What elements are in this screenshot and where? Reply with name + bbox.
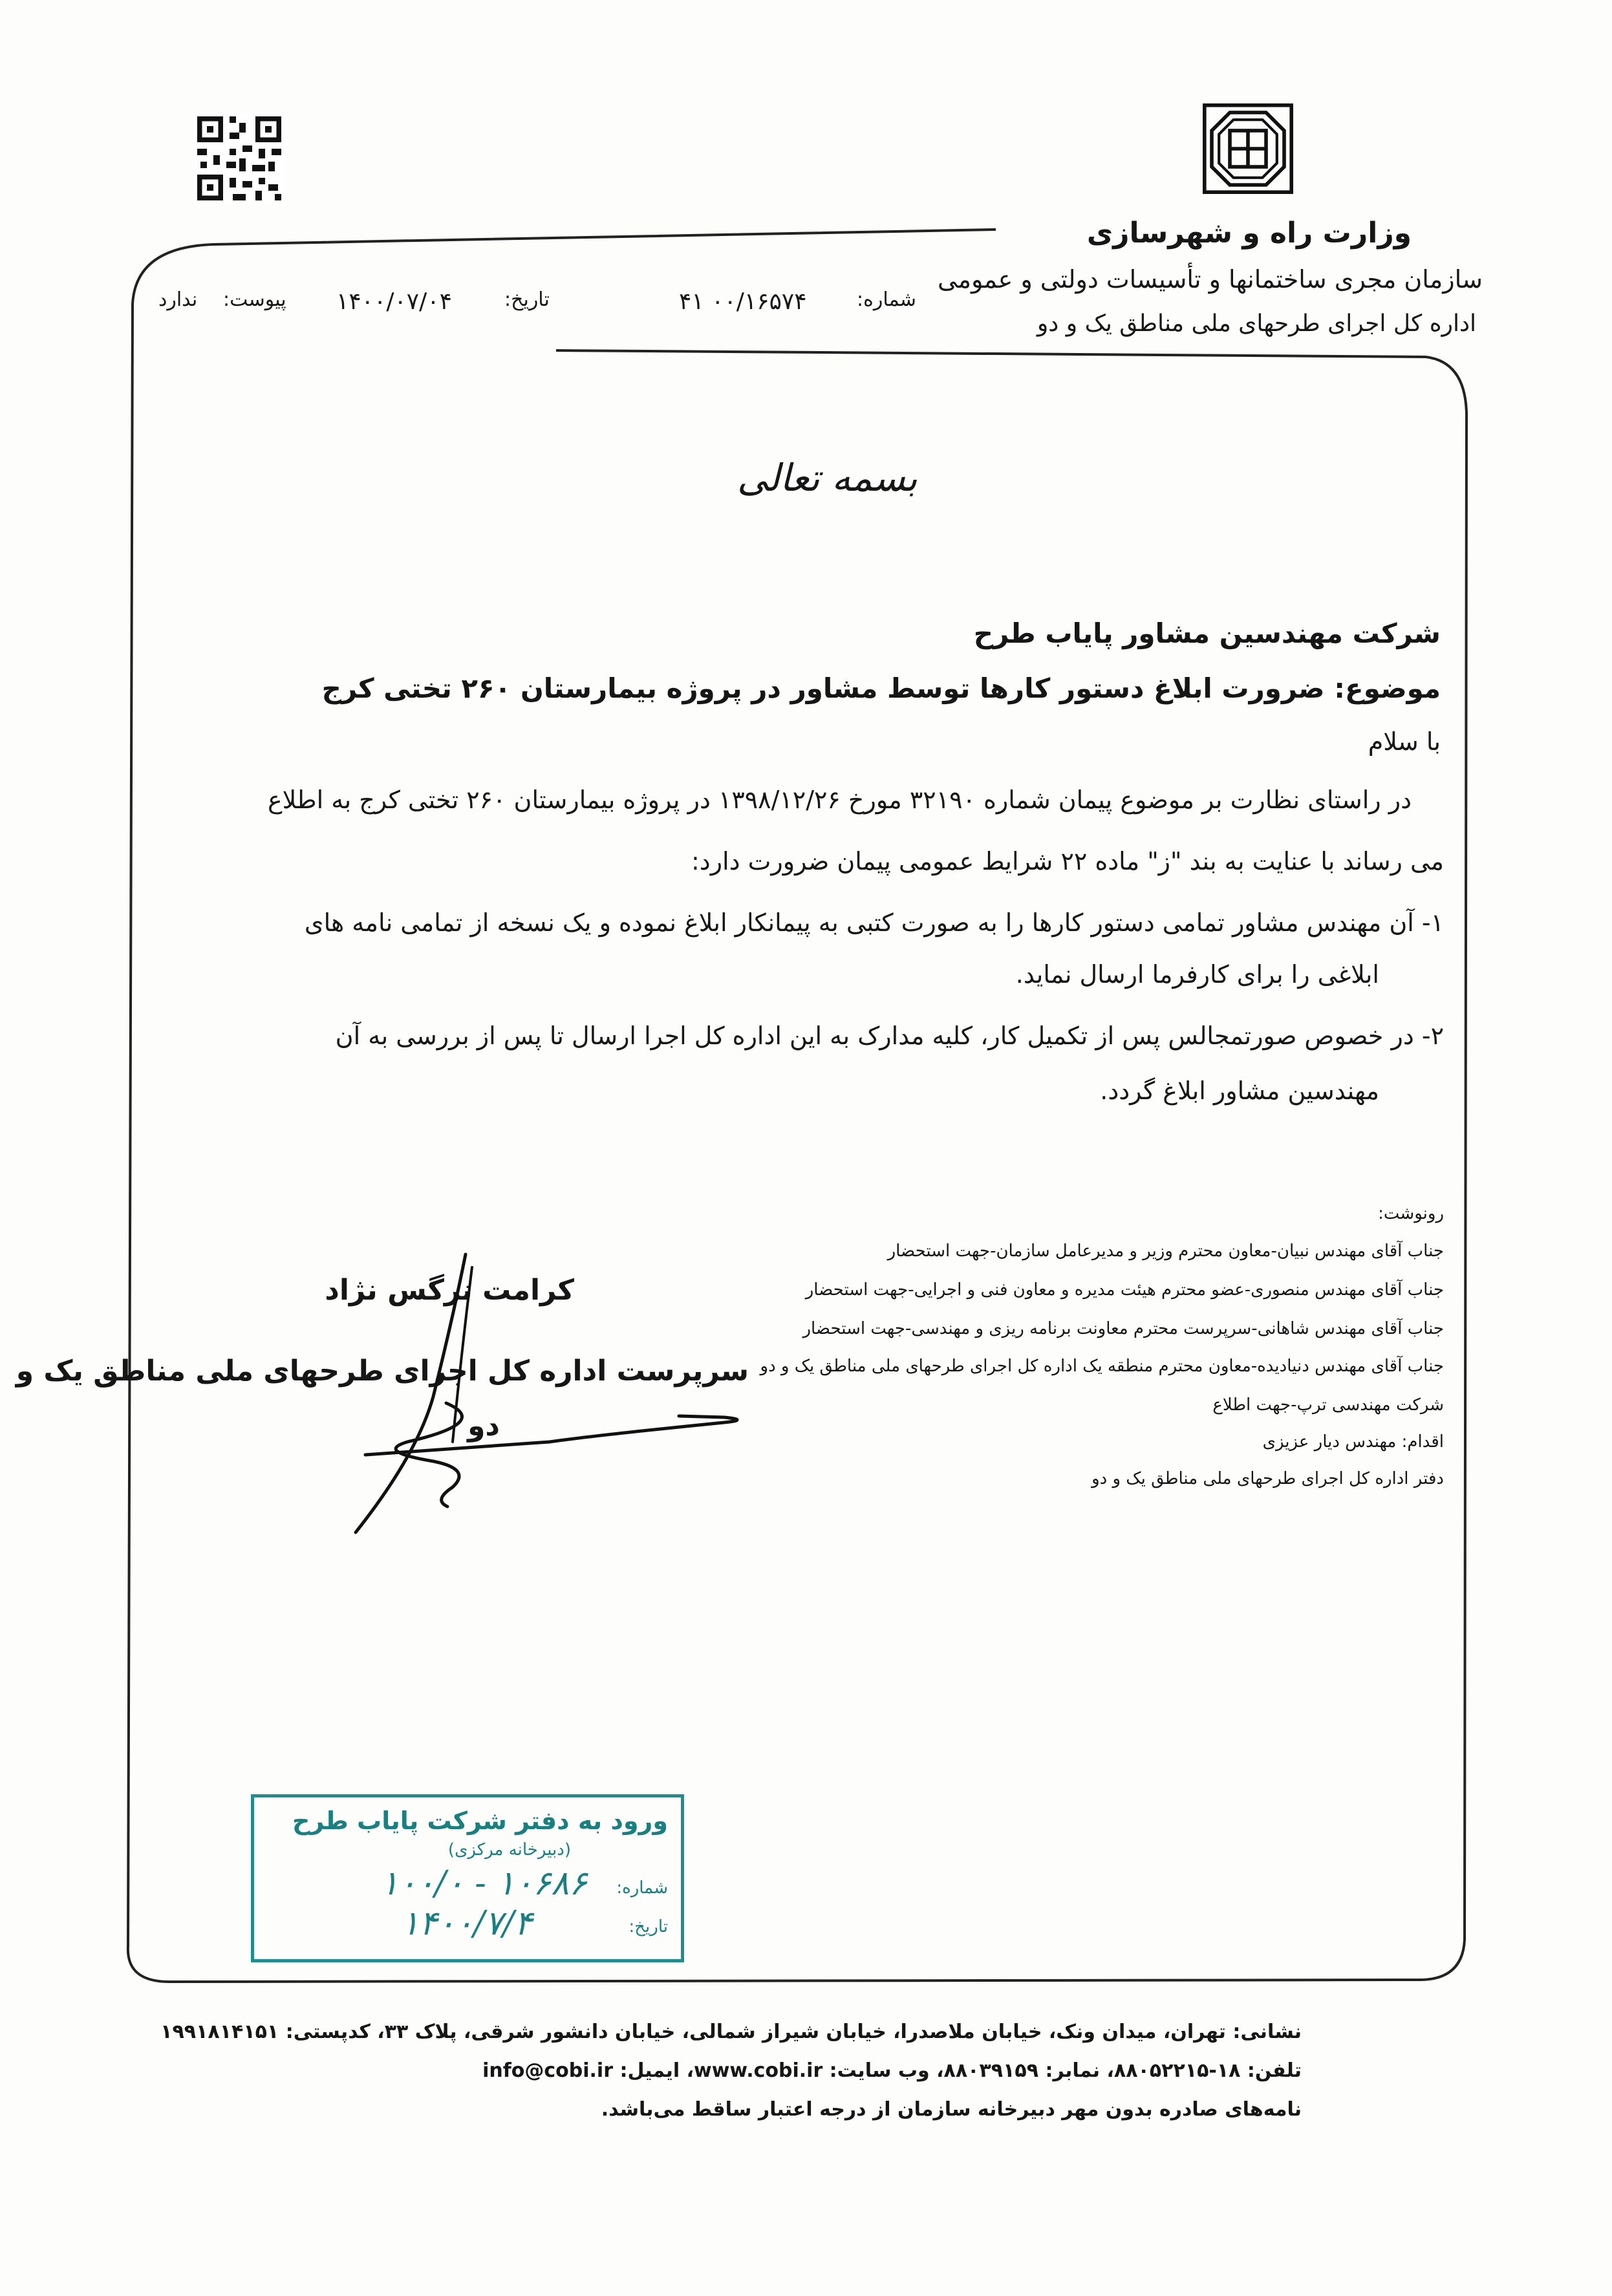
attachment-value: ندارد	[158, 288, 198, 311]
body-item-2-line: مهندسین مشاور ابلاغ گردد.	[1100, 1077, 1379, 1105]
letter-number-value: ۴۱ ۰۰/۱۶۵۷۴	[679, 288, 807, 315]
greeting: با سلام	[1368, 727, 1441, 756]
organization-name: سازمان مجری ساختمانها و تأسیسات دولتی و عمومی	[937, 265, 1483, 294]
bismillah-heading: بسمه تعالی	[737, 456, 918, 500]
body-item-1-line: ابلاغی را برای کارفرما ارسال نماید.	[1015, 960, 1379, 989]
body-item-1-line: ۱- آن مهندس مشاور تمامی دستور کارها را به صورت کتبی به پیمانکار ابلاغ نموده و یک نسخه از تمامی نامه های	[304, 908, 1444, 937]
letter-number-label: شماره:	[857, 288, 916, 311]
body-paragraph-line: می رساند با عنایت به بند "ز" ماده ۲۲ شرایط عمومی پیمان ضرورت دارد:	[691, 847, 1444, 875]
copy-recipient: جناب آقای مهندس نبیان-معاون محترم وزیر و مدیرعامل سازمان-جهت استحضار	[887, 1241, 1444, 1261]
stamp-number-value: ۱۰۰/۰ - ۱۰۶۸۶	[380, 1864, 587, 1903]
ministry-emblem-icon	[1203, 103, 1293, 194]
body-paragraph-line: در راستای نظارت بر موضوع پیمان شماره ۳۲۱۹۰ مورخ ۱۳۹۸/۱۲/۲۶ در پروژه بیمارستان ۲۶۰ تختی کرج به اطلاع	[267, 786, 1412, 814]
footer-address: نشانی: تهران، میدان ونک، خیابان ملاصدرا، خیابان شیراز شمالی، خیابان دانشور شرقی، پلاک ۳۳، کدپستی: ۱۹۹۱۸۱۴۱۵۱	[160, 2021, 1302, 2043]
copy-recipient: جناب آقای مهندس منصوری-عضو محترم هیئت مدیره و معاون فنی و اجرایی-جهت استحضار	[805, 1280, 1444, 1300]
signer-title-end: دو	[467, 1410, 500, 1443]
recipient: شرکت مهندسین مشاور پایاب طرح	[973, 617, 1441, 649]
stamp-date-label: تاریخ:	[629, 1917, 668, 1937]
received-stamp	[251, 1794, 684, 1962]
footer-note: نامه‌های صادره بدون مهر دبیرخانه سازمان از درجه اعتبار ساقط می‌باشد.	[601, 2098, 1302, 2121]
signer-title: سرپرست اداره کل اجرای طرحهای ملی مناطق یک و	[16, 1355, 749, 1388]
stamp-subtitle: (دبیرخانه مرکزی)	[447, 1840, 571, 1860]
subject: موضوع: ضرورت ابلاغ دستور کارها توسط مشاور در پروژه بیمارستان ۲۶۰ تختی کرج	[321, 672, 1441, 704]
copy-recipient: جناب آقای مهندس شاهانی-سرپرست محترم معاونت برنامه ریزی و مهندسی-جهت استحضار	[802, 1319, 1444, 1338]
body-item-2-line: ۲- در خصوص صورتمجالس پس از تکمیل کار، کلیه مدارک به این اداره کل اجرا ارسال تا پس از بررسی به آن	[335, 1022, 1444, 1050]
stamp-date-value: ۱۴۰۰/۷/۴	[401, 1904, 532, 1943]
footer-contact: تلفن: ۱۸-۸۸۰۵۲۲۱۵، نمابر: ۸۸۰۳۹۱۵۹، وب سایت: www.cobi.ir، ایمیل: info@cobi.ir	[482, 2059, 1302, 2082]
stamp-number-label: شماره:	[616, 1878, 668, 1898]
stamp-title: ورود به دفتر شرکت پایاب طرح	[292, 1807, 668, 1835]
copies-label: رونوشت:	[1378, 1204, 1444, 1223]
department-name: اداره کل اجرای طرحهای ملی مناطق یک و دو	[1037, 310, 1476, 337]
letter-date-value: ۱۴۰۰/۰۷/۰۴	[336, 288, 452, 315]
letter-date-label: تاریخ:	[504, 288, 550, 311]
copy-recipient: شرکت مهندسی ترپ-جهت اطلاع	[1212, 1395, 1444, 1415]
qr-code-icon	[194, 113, 285, 204]
attachment-label: پیوست:	[223, 288, 286, 311]
ministry-name: وزارت راه و شهرسازی	[1086, 217, 1412, 250]
action-assignee: اقدام: مهندس دیار عزیزی	[1262, 1432, 1444, 1452]
office-copy: دفتر اداره کل اجرای طرحهای ملی مناطق یک و دو	[1091, 1469, 1444, 1488]
copy-recipient: جناب آقای مهندس دنیادیده-معاون محترم منطقه یک اداره کل اجرای طرحهای ملی مناطق یک و دو	[760, 1357, 1444, 1376]
signer-name: کرامت نرگس نژاد	[325, 1274, 574, 1307]
